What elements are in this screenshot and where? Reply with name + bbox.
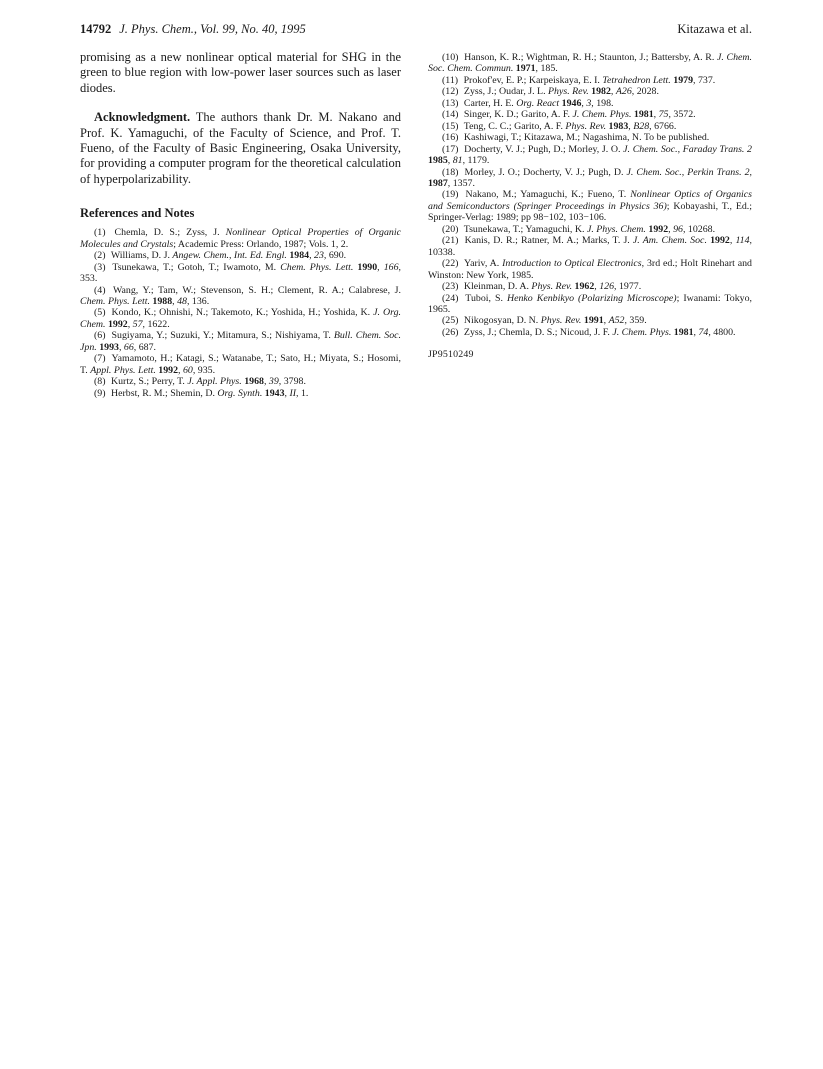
reference-item [428, 109, 752, 120]
reference-item [80, 353, 401, 376]
reference-text: Nonlinear Optical Properties of Organic Molecules and Crystals [80, 227, 401, 250]
reference-item [80, 307, 401, 330]
reference-text: Sugiyama, Y.; Suzuki, Y.; Mitamura, S.; Nishiyama, T. [111, 330, 334, 342]
reference-number: (6) [94, 330, 106, 342]
reference-text: 39 [268, 376, 279, 388]
reference-item [80, 285, 401, 308]
reference-text: Wang, Y.; Tam, W.; Stevenson, S. H.; Clement, R. A.; Calabrese, J. [112, 284, 401, 296]
reference-number: (26) [442, 326, 459, 338]
reference-number: (11) [442, 74, 459, 86]
reference-text: 1992 [107, 318, 128, 330]
reference-text: 1988 [152, 295, 173, 307]
reference-item [80, 227, 401, 250]
reference-item [428, 121, 752, 132]
reference-text: Tsunekawa, T.; Yamaguchi, K. [463, 223, 587, 235]
reference-text: Phys. Rev. [548, 86, 589, 98]
reference-text: 1981 [673, 326, 694, 338]
reference-text: 60 [182, 364, 193, 376]
reference-text: 3 [586, 97, 592, 109]
reference-text: 1987 [428, 177, 448, 189]
reference-number: (13) [442, 97, 459, 109]
reference-item [428, 327, 752, 338]
reference-text: J. Appl. Phys. [187, 376, 242, 388]
reference-text: Singer, K. D.; Garito, A. F. [463, 109, 573, 121]
reference-text: , 4800. [708, 326, 736, 338]
reference-text: A26 [615, 86, 632, 98]
reference-text: Org. Synth. [217, 387, 263, 399]
reference-text: 1979 [673, 74, 693, 86]
reference-text: 1992 [710, 235, 730, 247]
reference-text: , 1977. [614, 281, 642, 293]
reference-text: 1993 [99, 341, 119, 353]
reference-text: , 3rd ed.; Holt Rinehart and Winston: New York, 1985. [428, 258, 752, 281]
reference-text: Chemla, D. S.; Zyss, J. [114, 227, 226, 239]
reference-text: , [749, 166, 752, 178]
reference-text: , 935. [192, 364, 216, 376]
manuscript-code: JP9510249 [428, 349, 474, 361]
acknowledgment-text: The authors thank Dr. M. Nakano and Prof. K. Yamaguchi, of the Faculty of Science, and Prof. T. Fueno, of the Faculty of Basic Engineering, Osaka University, for providing a computer program for the theoretical calculation of hyperpolarizability. [80, 110, 401, 186]
reference-text: Zyss, J.; Chemla, D. S.; Nicoud, J. F. [463, 326, 613, 338]
reference-text: 166 [383, 261, 399, 273]
reference-text: , [653, 109, 659, 121]
reference-text: , 1179. [462, 155, 490, 167]
reference-item [428, 224, 752, 235]
journal-citation: J. Phys. Chem., Vol. 99, No. 40, 1995 [119, 22, 306, 36]
reference-text: Henko Kenbikyo (Polarizing Microscope) [506, 292, 677, 304]
reference-text: , 10268. [682, 223, 716, 235]
intro-paragraph: promising as a new nonlinear optical material for SHG in the green to blue region with low-power laser sources such as laser diodes. [80, 50, 401, 95]
reference-text: J. Am. Chem. Soc. [632, 235, 707, 247]
reference-text: , [668, 223, 674, 235]
reference-text: , 737. [693, 74, 716, 86]
reference-text: , [693, 326, 699, 338]
reference-item [80, 330, 401, 353]
reference-text: Tsunekawa, T.; Gotoh, T.; Iwamoto, M. [112, 261, 281, 273]
reference-text: , 198. [591, 97, 614, 109]
reference-number: (10) [442, 52, 459, 63]
reference-text: Nakano, M.; Yamaguchi, K.; Fueno, T. [465, 189, 631, 201]
reference-text: Kleinman, D. A. [463, 281, 532, 293]
reference-text: , [729, 235, 736, 247]
reference-number: (20) [442, 223, 459, 235]
reference-number: (25) [442, 315, 459, 327]
reference-text: 114 [735, 235, 750, 247]
reference-text: , [178, 364, 183, 376]
reference-text: Yamamoto, H.; Katagi, S.; Watanabe, T.; Sato, H.; Miyata, S.; Hosomi, T. [80, 353, 401, 376]
reference-text: Carter, H. E. [463, 97, 517, 109]
reference-text: 126 [599, 281, 615, 293]
acknowledgment-paragraph [80, 110, 401, 187]
reference-text: 48 [177, 295, 187, 307]
reference-item [80, 388, 401, 399]
reference-text: , 687. [133, 341, 156, 353]
reference-text: Chem. Phys. Lett. [280, 261, 354, 273]
reference-text: , [284, 387, 290, 399]
reference-text: J. Org. Chem. [80, 307, 401, 330]
reference-item [428, 235, 752, 258]
reference-text: 1990 [357, 261, 378, 273]
reference-text: , [603, 315, 609, 327]
reference-text: , 1622. [142, 318, 170, 330]
reference-text: 1983 [608, 120, 629, 132]
reference-number: (5) [94, 307, 106, 319]
reference-text: J. Chem. Phys. [572, 109, 632, 121]
reference-text: Prokof'ev, E. P.; Karpeiskaya, E. I. [463, 74, 603, 86]
reference-text: , [172, 295, 178, 307]
reference-text: , [263, 376, 269, 388]
reference-text: 23 [314, 250, 324, 262]
reference-text: Angew. Chem., Int. Ed. Engl. [172, 250, 287, 262]
reference-text: 74 [698, 326, 709, 338]
reference-text: , 185. [535, 63, 558, 75]
reference-text: 1984 [289, 250, 310, 262]
reference-text: Yariv, A. [463, 258, 503, 270]
reference-item [428, 167, 752, 190]
reference-number: (1) [94, 227, 106, 239]
reference-text: 1971 [515, 63, 536, 75]
page-number: 14792 [80, 22, 112, 36]
reference-item [428, 293, 752, 316]
reference-text: Bull. Chem. Soc. Jpn. [80, 330, 401, 353]
reference-item [428, 86, 752, 97]
reference-text: Kondo, K.; Ohnishi, N.; Takemoto, K.; Yoshida, H.; Yoshida, K. [111, 307, 374, 319]
reference-item [428, 75, 752, 86]
reference-text: , 3798. [278, 376, 306, 388]
reference-item [428, 258, 752, 281]
reference-text: 66 [123, 341, 134, 353]
reference-text: Docherty, V. J.; Pugh, D.; Morley, J. O. [464, 143, 624, 155]
reference-text: Hanson, K. R.; Wightman, R. H.; Staunton, J.; Battersby, A. R. [464, 52, 717, 63]
reference-text: 96 [673, 223, 683, 235]
reference-text: J. Chem. Soc., Perkin Trans. 2 [626, 166, 750, 178]
reference-text: II [289, 387, 297, 399]
reference-text: , 1357. [447, 177, 475, 189]
reference-number: (19) [442, 189, 459, 201]
reference-text: Phys. Rev. [565, 120, 607, 132]
reference-text: , [581, 97, 587, 109]
reference-text: , 690. [323, 250, 347, 262]
reference-text: J. Chem. Soc., Faraday Trans. 2 [623, 143, 752, 155]
reference-text: J. Chem. Soc. Chem. Commun. [428, 52, 753, 75]
reference-number: (23) [442, 281, 459, 293]
reference-text: , [594, 281, 600, 293]
reference-text: 1968 [244, 376, 264, 388]
running-header [80, 22, 752, 40]
reference-text: Herbst, R. M.; Shemin, D. [110, 387, 218, 399]
reference-number: (8) [94, 376, 106, 388]
reference-text: Phys. Rev. [540, 315, 582, 327]
reference-item [428, 144, 752, 167]
reference-number: (12) [442, 86, 459, 98]
reference-text: Teng, C. C.; Garito, A. F. [463, 120, 566, 132]
reference-text: , [377, 261, 384, 273]
reference-text: , 359. [624, 315, 647, 327]
reference-text: Williams, D. J. [110, 250, 173, 262]
reference-text: Kashiwagi, T.; Kitazawa, M.; Nagashima, N. To be published. [463, 132, 710, 144]
reference-text: 1946 [561, 97, 582, 109]
reference-text: ; Academic Press: Orlando, 1987; Vols. 1, 2. [173, 238, 349, 250]
reference-text: Org. React [516, 97, 560, 109]
acknowledgment-title: Acknowledgment. [94, 110, 191, 125]
reference-item [428, 189, 752, 223]
reference-item [80, 376, 401, 387]
reference-number: (9) [94, 387, 106, 399]
reference-item [428, 281, 752, 292]
reference-text: Nikogosyan, D. N. [463, 315, 541, 327]
reference-text: Introduction to Optical Electronics [502, 258, 642, 270]
reference-number: (21) [442, 235, 459, 247]
reference-text: Chem. Phys. Lett. [80, 295, 150, 307]
reference-text: 1992 [158, 364, 179, 376]
reference-item [428, 132, 752, 143]
reference-text: 1985 [428, 155, 448, 167]
reference-text: , [309, 250, 315, 262]
reference-number: (17) [442, 143, 459, 155]
reference-number: (16) [442, 132, 459, 144]
reference-item [428, 52, 752, 75]
reference-text: , 3572. [668, 109, 696, 121]
reference-text: , [447, 155, 453, 167]
reference-number: (22) [442, 258, 459, 270]
right-column [428, 52, 752, 360]
references-heading: References and Notes [80, 206, 195, 221]
reference-item [80, 262, 401, 285]
reference-text: 1943 [264, 387, 285, 399]
reference-text: 1982 [591, 86, 611, 98]
reference-text: ; Kobayashi, T., Ed.; Springer-Verlag: 1989; pp 98−102, 103−106. [428, 200, 753, 224]
header-authors: Kitazawa et al. [677, 22, 752, 36]
reference-text: , 10338. [428, 235, 753, 258]
reference-number: (24) [442, 292, 459, 304]
reference-text: 1991 [583, 315, 604, 327]
reference-item [80, 250, 401, 261]
reference-text: Tetrahedron Lett. [602, 74, 671, 86]
reference-text: Tuboi, S. [465, 292, 507, 304]
reference-text: 81 [452, 155, 463, 167]
reference-number: (14) [442, 109, 459, 121]
reference-item [428, 98, 752, 109]
reference-number: (2) [94, 250, 106, 262]
reference-text: , [127, 318, 133, 330]
reference-text: Nonlinear Optics of Organics and Semiconductors (Springer Proceedings in Physics 36) [428, 189, 753, 212]
reference-number: (15) [442, 120, 459, 132]
reference-text: Phys. Rev. [531, 281, 573, 293]
reference-text: 1981 [633, 109, 654, 121]
references-list-right [428, 52, 752, 338]
reference-text: J. Phys. Chem. [586, 223, 646, 235]
reference-number: (7) [94, 353, 106, 365]
reference-text: ; Iwanami: Tokyo, 1965. [428, 292, 753, 315]
reference-number: (3) [94, 261, 106, 273]
reference-text: , 2028. [631, 86, 659, 98]
reference-text: , 1. [296, 387, 309, 399]
reference-text: Zyss, J.; Oudar, J. L. [463, 86, 549, 98]
references-list-left [80, 227, 401, 399]
reference-text: 57 [132, 318, 143, 330]
reference-text: A52 [608, 315, 625, 327]
reference-text: , 136. [186, 295, 210, 307]
reference-text: 75 [658, 109, 669, 121]
reference-text: Kurtz, S.; Perry, T. [110, 376, 188, 388]
reference-text: , [628, 120, 634, 132]
reference-text: , [610, 86, 616, 98]
reference-text: , [118, 341, 124, 353]
reference-text: Appl. Phys. Lett. [90, 364, 156, 376]
reference-number: (18) [442, 166, 459, 178]
reference-text: Morley, J. O.; Docherty, V. J.; Pugh, D. [464, 166, 627, 178]
reference-text: 1992 [648, 223, 669, 235]
reference-item [428, 315, 752, 326]
header-left [80, 22, 306, 37]
left-column [80, 50, 401, 399]
reference-text: 1962 [574, 281, 595, 293]
reference-text: Kanis, D. R.; Ratner, M. A.; Marks, T. J. [464, 235, 633, 247]
reference-number: (4) [94, 284, 106, 296]
reference-text: , 6766. [649, 120, 677, 132]
reference-text: , 353. [80, 261, 401, 285]
reference-text: B28 [633, 120, 650, 132]
reference-text: J. Chem. Phys. [612, 326, 672, 338]
